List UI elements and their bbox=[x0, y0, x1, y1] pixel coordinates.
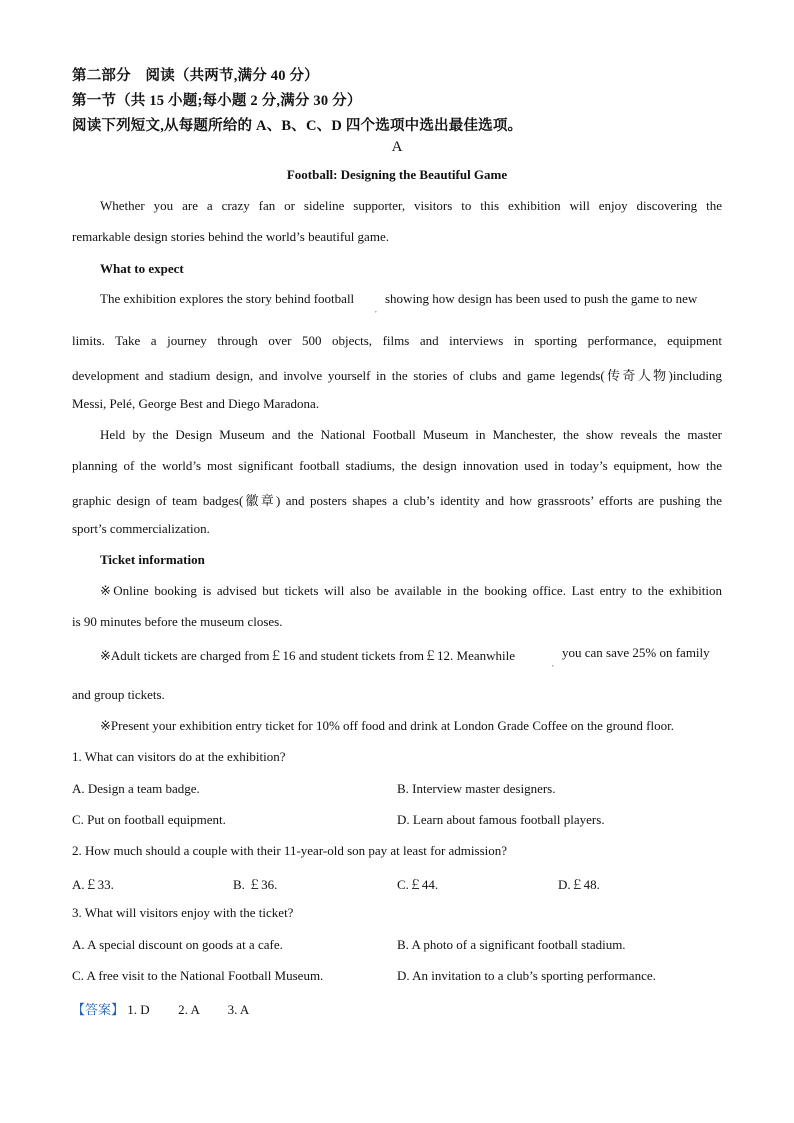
question-2-option-b[interactable]: B. ￡36. bbox=[233, 877, 278, 892]
question-3-option-c[interactable]: C. A free visit to the National Football Museum. bbox=[72, 968, 324, 983]
heading-ticket-information: Ticket information bbox=[100, 552, 205, 567]
answer-3: 3. A bbox=[227, 1002, 250, 1017]
intro-line-1: Whether you are a crazy fan or sideline supporter, visitors to this exhibition will enjoy discovering the bbox=[100, 198, 722, 213]
question-1-option-c[interactable]: C. Put on football equipment. bbox=[72, 812, 226, 827]
p2-line-1b: showing how design has been used to push the game to new bbox=[385, 291, 698, 306]
question-2-stem: 2. How much should a couple with their 11-year-old son pay at least for admission? bbox=[72, 843, 508, 858]
answer-row bbox=[72, 999, 249, 1018]
p3-line-4: sport’s commercialization. bbox=[72, 521, 210, 536]
passage-letter: A bbox=[391, 139, 403, 155]
part-heading: 第二部分 阅读（共两节,满分 40 分） bbox=[72, 68, 319, 84]
question-1-option-b[interactable]: B. Interview master designers. bbox=[397, 781, 556, 796]
question-1-stem: 1. What can visitors do at the exhibition? bbox=[72, 749, 286, 764]
question-2-option-d[interactable]: D.￡48. bbox=[558, 877, 600, 892]
instruction: 阅读下列短文,从每题所给的 A、B、C、D 四个选项中选出最佳选项。 bbox=[72, 118, 523, 134]
question-2-option-a[interactable]: A.￡33. bbox=[72, 877, 114, 892]
comma-mark: , bbox=[552, 660, 554, 668]
answer-1: 1. D bbox=[127, 1002, 150, 1017]
question-3-option-b[interactable]: B. A photo of a significant football stadium. bbox=[397, 937, 626, 952]
ticket-1-line-1: ※Online booking is advised but tickets will also be available in the booking office. Last entry to the exhibition bbox=[100, 583, 722, 598]
comma-mark: , bbox=[375, 306, 377, 314]
ticket-3-line-1: ※Present your exhibition entry ticket for 10% off food and drink at London Grade Coffee on the ground floor. bbox=[100, 718, 674, 733]
intro-line-2: remarkable design stories behind the world’s beautiful game. bbox=[72, 229, 389, 244]
heading-what-to-expect: What to expect bbox=[100, 261, 184, 276]
question-3-option-d[interactable]: D. An invitation to a club’s sporting performance. bbox=[397, 968, 656, 983]
question-2-option-c[interactable]: C.￡44. bbox=[397, 877, 439, 892]
ticket-2-line-1b: you can save 25% on family bbox=[562, 645, 710, 660]
p3-line-1: Held by the Design Museum and the National Football Museum in Manchester, the show reveals the master bbox=[100, 427, 722, 442]
answer-label: 【答案】 bbox=[72, 1002, 125, 1017]
p2-line-3: development and stadium design, and involve yourself in the stories of clubs and game legends(传奇人物)including bbox=[72, 368, 722, 383]
p2-line-1a: The exhibition explores the story behind football bbox=[100, 291, 355, 306]
answer-2: 2. A bbox=[178, 1002, 200, 1017]
question-1-option-d[interactable]: D. Learn about famous football players. bbox=[397, 812, 605, 827]
passage-title: Football: Designing the Beautiful Game bbox=[286, 167, 508, 182]
p2-line-2: limits. Take a journey through over 500 objects, films and interviews in sporting performance, equipment bbox=[72, 333, 722, 348]
question-3-option-a[interactable]: A. A special discount on goods at a cafe. bbox=[72, 937, 283, 952]
section-heading: 第一节（共 15 小题;每小题 2 分,满分 30 分） bbox=[72, 93, 362, 109]
p2-line-4: Messi, Pelé, George Best and Diego Maradona. bbox=[72, 396, 320, 411]
question-3-stem: 3. What will visitors enjoy with the ticket? bbox=[72, 905, 294, 920]
p3-line-2: planning of the world’s most significant football stadiums, the design innovation used in today’s equipment, how the bbox=[72, 458, 722, 473]
question-1-option-a[interactable]: A. Design a team badge. bbox=[72, 781, 200, 796]
ticket-1-line-2: is 90 minutes before the museum closes. bbox=[72, 614, 283, 629]
ticket-2-line-2: and group tickets. bbox=[72, 687, 165, 702]
ticket-2-line-1a: ※Adult tickets are charged from￡16 and student tickets from￡12. Meanwhile bbox=[100, 648, 515, 663]
p3-line-3: graphic design of team badges(徽章) and posters shapes a club’s identity and how grassroots’ efforts are pushing the bbox=[72, 493, 722, 508]
